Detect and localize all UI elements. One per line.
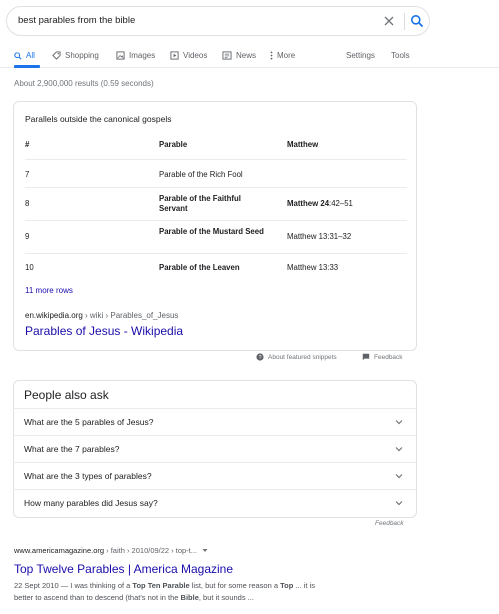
table-cell: 8 bbox=[25, 199, 30, 208]
table-row bbox=[25, 254, 407, 280]
search-bar[interactable] bbox=[6, 6, 430, 36]
featured-snippet bbox=[13, 101, 417, 351]
table-cell: Parable of the Rich Fool bbox=[159, 170, 243, 179]
snippet-title: Parallels outside the canonical gospels bbox=[25, 114, 172, 124]
table-cell: Parable of the Mustard Seed bbox=[159, 227, 264, 236]
tab-label: Videos bbox=[183, 51, 208, 60]
tab-label: Settings bbox=[346, 51, 375, 60]
tag-icon bbox=[52, 51, 61, 60]
more-vert-icon bbox=[270, 51, 273, 60]
snippet-text: better to ascend than to descend (that's not in the bbox=[14, 593, 181, 602]
paa-question[interactable] bbox=[13, 489, 417, 516]
snippet-text: list, but for some reason a bbox=[189, 581, 281, 590]
table-row bbox=[25, 188, 407, 221]
svg-text:?: ? bbox=[258, 355, 262, 361]
search-icon[interactable] bbox=[410, 13, 426, 29]
result-title-link[interactable]: Top Twelve Parables | America Magazine bbox=[14, 562, 234, 576]
tab-label: Tools bbox=[391, 51, 410, 60]
tab-all[interactable] bbox=[14, 51, 35, 60]
feedback-link[interactable] bbox=[362, 353, 403, 361]
tab-news[interactable] bbox=[222, 51, 256, 60]
tab-label: Shopping bbox=[65, 51, 99, 60]
help-icon bbox=[256, 353, 264, 361]
chevron-down-icon bbox=[394, 444, 404, 454]
url-path: › faith › 2010/09/22 › top-t... bbox=[104, 546, 198, 555]
search-icon bbox=[14, 52, 22, 60]
table-cell: Parable of the Leaven bbox=[159, 263, 240, 272]
url-path: › wiki › Parables_of_Jesus bbox=[82, 311, 179, 320]
feedback-label: Feedback bbox=[374, 353, 403, 361]
video-icon bbox=[170, 51, 179, 60]
table-cell: Parable of the Faithful Servant bbox=[159, 194, 241, 213]
news-icon bbox=[222, 51, 232, 60]
table-cell: 9 bbox=[25, 232, 30, 241]
paa-feedback-link[interactable]: Feedback bbox=[375, 520, 404, 527]
about-label: About featured snippets bbox=[268, 353, 337, 361]
divider bbox=[404, 13, 405, 30]
caret-down-icon[interactable] bbox=[202, 548, 208, 553]
tab-images[interactable] bbox=[116, 51, 155, 60]
snippet-source-link[interactable]: Parables of Jesus - Wikipedia bbox=[25, 324, 184, 338]
table-header: Parable bbox=[159, 140, 188, 149]
tab-shopping[interactable] bbox=[52, 51, 99, 60]
people-also-ask bbox=[13, 380, 417, 518]
url-domain: en.wikipedia.org bbox=[25, 311, 83, 320]
tab-label: Images bbox=[129, 51, 156, 60]
snippet-source-url[interactable] bbox=[25, 311, 178, 320]
search-tabs bbox=[0, 46, 499, 68]
snippet-highlight: Top Ten Parable bbox=[132, 581, 190, 590]
tab-label: All bbox=[26, 51, 35, 60]
snippet-text: — I was thinking of a bbox=[58, 581, 133, 590]
result-snippet bbox=[14, 580, 424, 604]
snippet-highlight: Bible bbox=[180, 593, 199, 602]
snippet-text: , but it sounds ... bbox=[198, 593, 254, 602]
result-date: 22 Sept 2010 bbox=[14, 581, 59, 590]
question-text: What are the 7 parables? bbox=[24, 444, 120, 454]
table-cell: 7 bbox=[25, 170, 30, 179]
tab-tools[interactable] bbox=[391, 51, 410, 60]
tab-label: More bbox=[277, 51, 296, 60]
table-cell: 10 bbox=[25, 263, 34, 272]
table-row bbox=[25, 160, 407, 188]
active-tab-indicator bbox=[14, 65, 40, 68]
result-stats: About 2,900,000 results (0.59 seconds) bbox=[14, 79, 154, 88]
table-cell: Matthew 13:31–32 bbox=[287, 232, 352, 241]
paa-question[interactable] bbox=[13, 462, 417, 489]
table-cell: Matthew 24:42–51 bbox=[287, 199, 353, 208]
tab-settings[interactable] bbox=[346, 51, 375, 60]
chevron-down-icon bbox=[394, 498, 404, 508]
search-input[interactable]: best parables from the bible bbox=[18, 15, 136, 26]
snippet-table bbox=[25, 130, 407, 280]
table-header: # bbox=[25, 140, 30, 149]
table-cell: Matthew 13:33 bbox=[287, 263, 339, 272]
paa-title: People also ask bbox=[24, 388, 109, 402]
image-icon bbox=[116, 51, 125, 60]
tab-more[interactable] bbox=[270, 51, 295, 60]
table-row bbox=[25, 221, 407, 254]
tab-label: News bbox=[236, 51, 257, 60]
tab-videos[interactable] bbox=[170, 51, 207, 60]
chevron-down-icon bbox=[394, 471, 404, 481]
paa-question[interactable] bbox=[13, 435, 417, 462]
result-url[interactable] bbox=[14, 546, 208, 555]
question-text: What are the 3 types of parables? bbox=[24, 471, 152, 481]
feedback-icon bbox=[362, 353, 370, 361]
close-icon[interactable] bbox=[382, 13, 396, 29]
paa-question[interactable] bbox=[13, 408, 417, 435]
about-featured-snippets[interactable] bbox=[256, 353, 337, 361]
table-header-row bbox=[25, 130, 407, 160]
question-text: What are the 5 parables of Jesus? bbox=[24, 417, 154, 427]
url-domain: www.americamagazine.org bbox=[14, 546, 105, 555]
question-text: How many parables did Jesus say? bbox=[24, 498, 158, 508]
table-header: Matthew bbox=[287, 140, 319, 149]
snippet-text: ... it is bbox=[293, 581, 315, 590]
more-rows-link[interactable]: 11 more rows bbox=[25, 286, 73, 295]
snippet-highlight: Top bbox=[280, 581, 294, 590]
chevron-down-icon bbox=[394, 417, 404, 427]
